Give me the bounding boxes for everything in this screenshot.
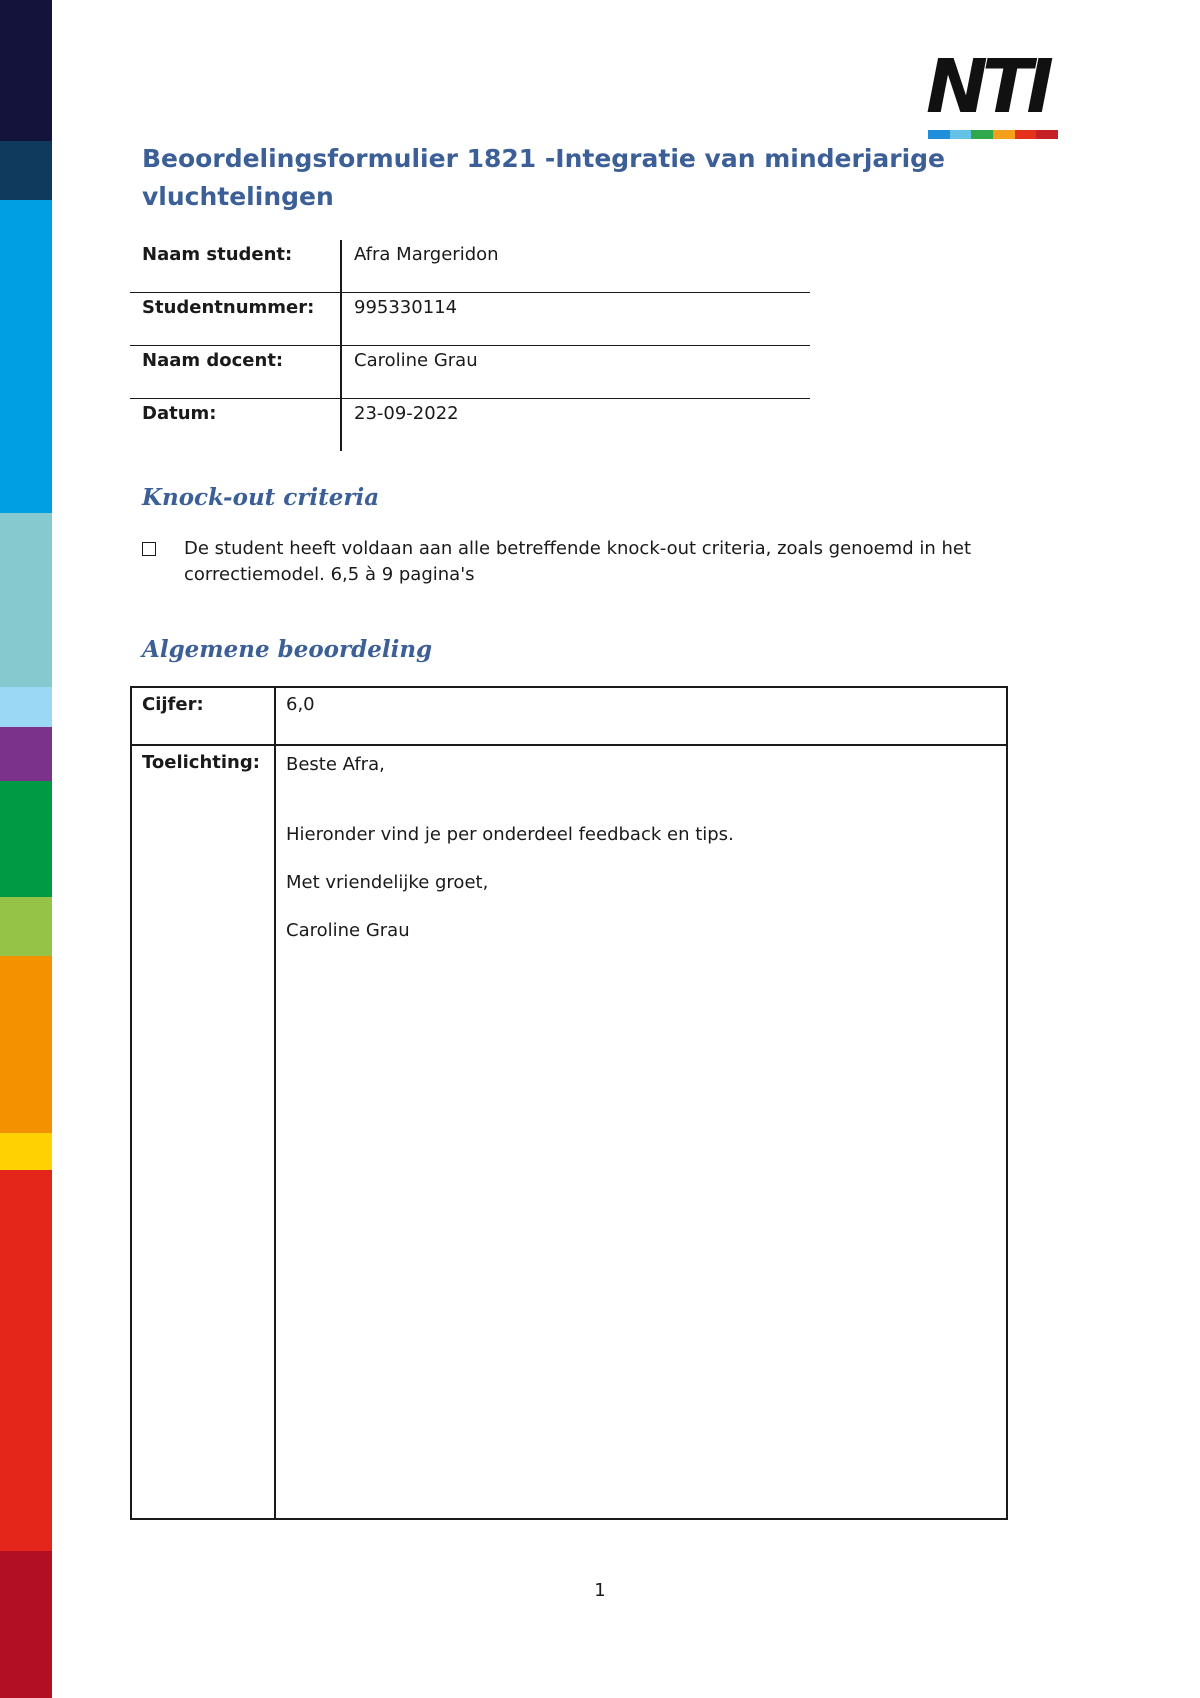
nti-logo (926, 44, 1064, 140)
info-value: Afra Margeridon (354, 244, 499, 265)
explanation-paragraph: Caroline Grau (286, 920, 410, 941)
stripe-segment (0, 781, 52, 897)
explanation-paragraph: Met vriendelijke groet, (286, 872, 489, 893)
empty-checkbox-icon[interactable] (142, 542, 156, 556)
explanation-paragraph: Beste Afra, (286, 754, 385, 775)
stripe-segment (0, 513, 52, 687)
stripe-segment (0, 687, 52, 727)
info-label: Naam docent: (130, 346, 341, 399)
explanation-label: Toelichting: (131, 745, 275, 1519)
stripe-segment (0, 141, 52, 200)
info-label: Studentnummer: (130, 293, 341, 346)
info-value: Caroline Grau (341, 346, 810, 399)
grade-value: 6,0 (275, 687, 1007, 745)
stripe-segment (0, 727, 52, 781)
stripe-segment (0, 1551, 52, 1698)
student-info-table (130, 240, 810, 451)
knockout-heading: Knock-out criteria (142, 484, 380, 511)
stripe-segment (0, 0, 52, 141)
assessment-heading: Algemene beoordeling (142, 636, 433, 663)
explanation-row (131, 745, 1007, 1519)
info-row (130, 346, 810, 399)
stripe-segment (0, 1170, 52, 1551)
knockout-item (142, 536, 1002, 588)
logo-color-bar (928, 130, 1058, 139)
logo-text: NTI (926, 44, 1048, 130)
color-stripe (0, 0, 52, 1698)
grade-label: Cijfer: (131, 687, 275, 745)
page-number: 1 (594, 1580, 606, 1601)
knockout-text: De student heeft voldaan aan alle betreffende knock-out criteria, zoals genoemd in het correctiemodel. 6,5 à 9 pagina's (184, 538, 972, 585)
info-row (130, 399, 810, 452)
info-value: 995330114 (341, 293, 810, 346)
document-title: Beoordelingsformulier 1821 -Integratie van minderjarige vluchtelingen (142, 144, 946, 211)
explanation-paragraph: Hieronder vind je per onderdeel feedback en tips. (286, 824, 734, 845)
stripe-segment (0, 897, 52, 956)
stripe-segment (0, 200, 52, 513)
info-row (130, 293, 810, 346)
info-value: 23-09-2022 (341, 399, 810, 452)
assessment-table (130, 686, 1008, 1520)
grade-row (131, 687, 1007, 745)
info-row (130, 240, 810, 293)
info-label: Naam student: (130, 240, 341, 293)
info-label: Datum: (130, 399, 341, 452)
stripe-segment (0, 956, 52, 1133)
explanation-text (275, 745, 1007, 1519)
stripe-segment (0, 1133, 52, 1170)
